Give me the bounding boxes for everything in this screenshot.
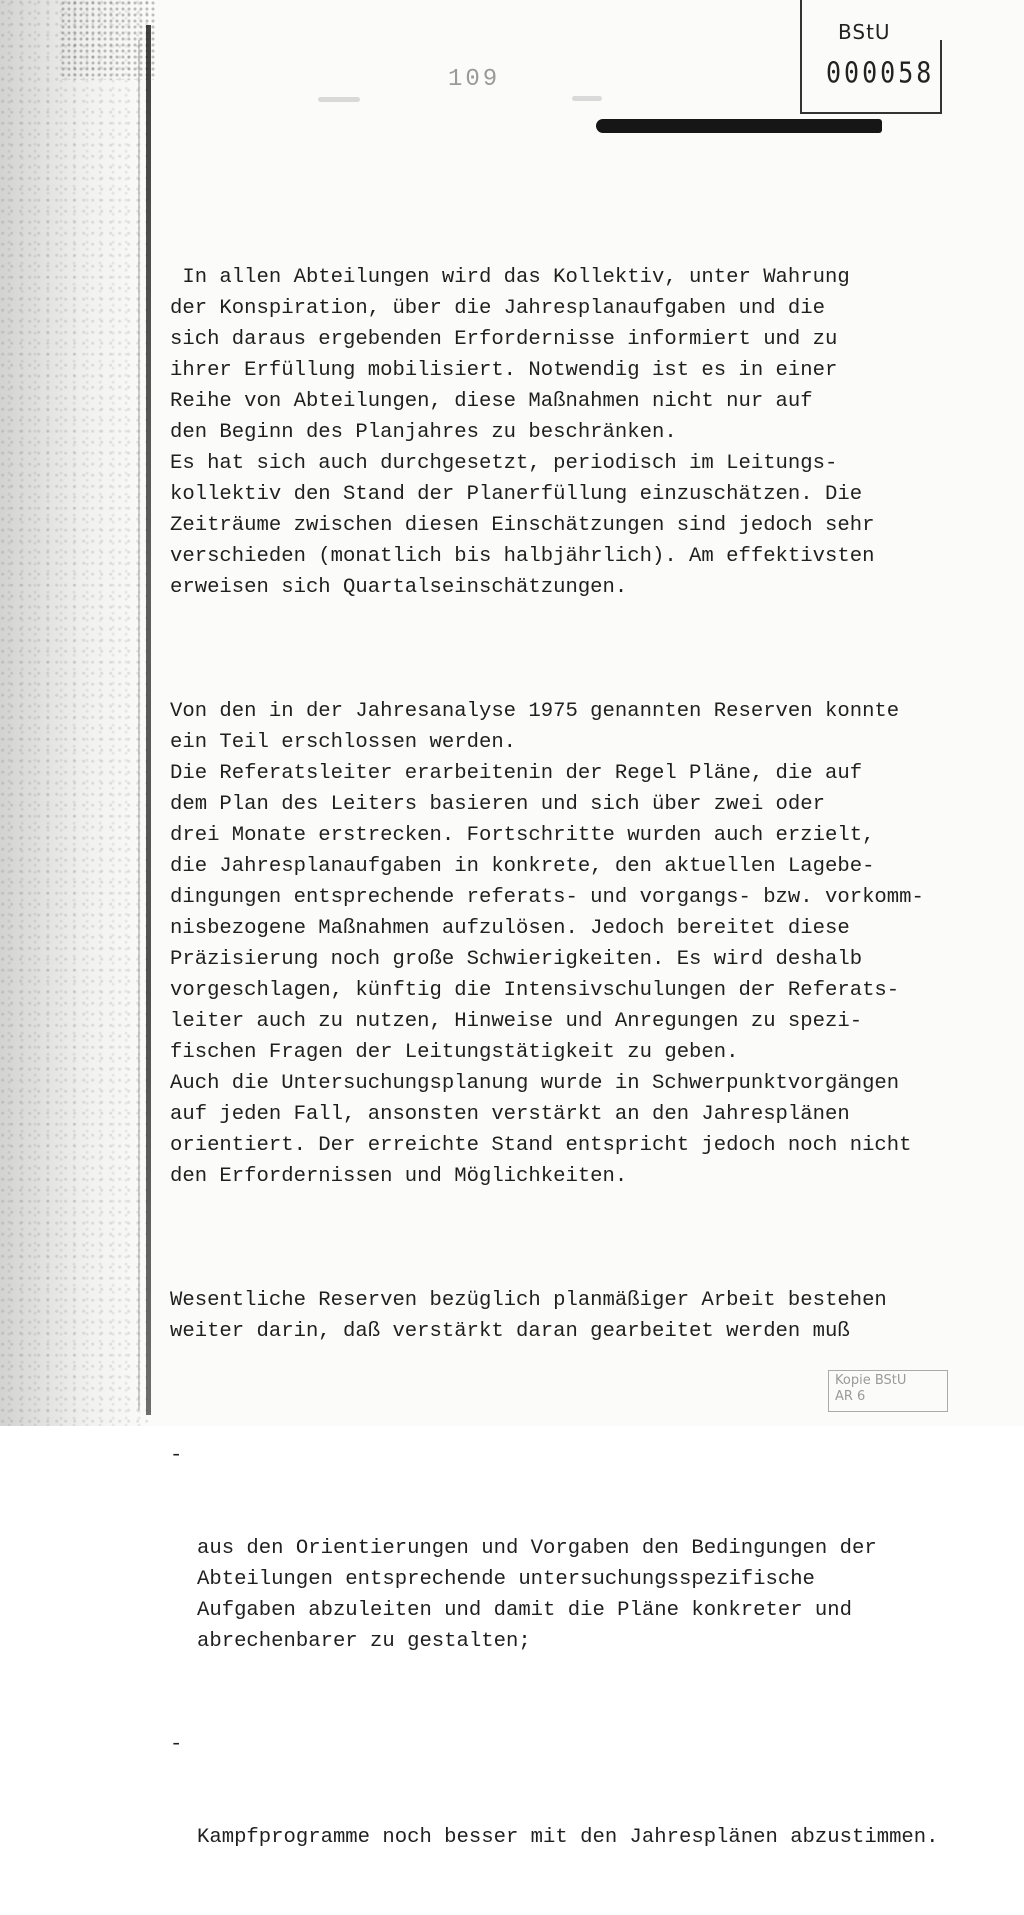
paragraph-1 — [170, 262, 930, 603]
text-line: Reihe von Abteilungen, diese Maßnahmen nicht nur auf — [170, 390, 813, 413]
paragraph-3 — [170, 1285, 930, 1347]
bullet-text-line: Kampfprogramme noch besser mit den Jahresplänen abzustimmen. — [197, 1826, 939, 1849]
paragraph-2 — [170, 696, 930, 1192]
bullet-dash: - — [170, 1444, 183, 1467]
text-line: auf jeden Fall, ansonsten verstärkt an den Jahresplänen — [170, 1103, 850, 1126]
text-line: Auch die Untersuchungsplanung wurde in Schwerpunktvorgängen — [170, 1072, 900, 1095]
stamp-agency: BStU — [838, 20, 891, 44]
text-line: Die Referatsleiter erarbeitenin der Regel Pläne, die auf — [170, 762, 863, 785]
text-line: der Konspiration, über die Jahresplanaufgaben und die — [170, 297, 825, 320]
bullet-item-2 — [170, 1729, 939, 1853]
redaction-bar — [596, 119, 882, 133]
text-line: verschieden (monatlich bis halbjährlich). Am effektivsten — [170, 545, 875, 568]
text-line: leiter auch zu nutzen, Hinweise und Anregungen zu spezi- — [170, 1010, 863, 1033]
text-line: dem Plan des Leiters basieren und sich über zwei oder — [170, 793, 825, 816]
scan-edge-shadow — [0, 0, 150, 1426]
bullet-dash: - — [170, 1733, 183, 1756]
text-line: ein Teil erschlossen werden. — [170, 731, 517, 754]
text-line: ihrer Erfüllung mobilisiert. Notwendig ist es in einer — [170, 359, 838, 382]
copy-stamp-line-1: Kopie BStU — [835, 1373, 907, 1388]
text-line: Wesentliche Reserven bezüglich planmäßiger Arbeit bestehen — [170, 1289, 887, 1312]
text-line: nisbezogene Maßnahmen aufzulösen. Jedoch bereitet diese — [170, 917, 850, 940]
text-line: sich daraus ergebenden Erfordernisse informiert und zu — [170, 328, 838, 351]
bullet-text-line: aus den Orientierungen und Vorgaben den Bedingungen der — [197, 1537, 877, 1560]
text-line: den Erfordernissen und Möglichkeiten. — [170, 1165, 628, 1188]
bullet-text-line: abrechenbarer zu gestalten; — [197, 1630, 531, 1653]
text-line: drei Monate erstrecken. Fortschritte wurden auch erzielt, — [170, 824, 875, 847]
text-line: weiter darin, daß verstärkt daran gearbeitet werden muß — [170, 1320, 850, 1343]
smudge — [318, 97, 360, 102]
body-text — [170, 200, 939, 1915]
text-line: die Jahresplanaufgaben in konkrete, den aktuellen Lagebe- — [170, 855, 875, 878]
stamp-page-number: 000058 — [826, 55, 935, 90]
text-line: fischen Fragen der Leitungstätigkeit zu geben. — [170, 1041, 739, 1064]
copy-stamp-line-2: AR 6 — [835, 1389, 866, 1404]
archive-stamp-border — [940, 40, 942, 112]
binding-line-shadow — [138, 40, 140, 1410]
text-line: Präzisierung noch große Schwierigkeiten. Es wird deshalb — [170, 948, 863, 971]
text-line: erweisen sich Quartalseinschätzungen. — [170, 576, 628, 599]
faint-page-number: 109 — [448, 66, 501, 93]
copy-stamp — [828, 1370, 948, 1412]
bullet-text-line: Aufgaben abzuleiten und damit die Pläne konkreter und — [197, 1599, 852, 1622]
text-line: vorgeschlagen, künftig die Intensivschulungen der Referats- — [170, 979, 900, 1002]
text-line: In allen Abteilungen wird das Kollektiv, unter Wahrung — [170, 266, 850, 289]
text-line: Es hat sich auch durchgesetzt, periodisch im Leitungs- — [170, 452, 838, 475]
scan-speckle — [60, 0, 155, 80]
text-line: Zeiträume zwischen diesen Einschätzungen sind jedoch sehr — [170, 514, 875, 537]
text-line: orientiert. Der erreichte Stand entspricht jedoch noch nicht — [170, 1134, 912, 1157]
binding-line — [146, 25, 151, 1415]
bullet-item-1 — [170, 1440, 930, 1657]
smudge — [572, 96, 602, 101]
text-line: kollektiv den Stand der Planerfüllung einzuschätzen. Die — [170, 483, 863, 506]
text-line: den Beginn des Planjahres zu beschränken. — [170, 421, 677, 444]
text-line: dingungen entsprechende referats- und vorgangs- bzw. vorkomm- — [170, 886, 924, 909]
text-line: Von den in der Jahresanalyse 1975 genannten Reserven konnte — [170, 700, 900, 723]
bullet-text-line: Abteilungen entsprechende untersuchungsspezifische — [197, 1568, 815, 1591]
